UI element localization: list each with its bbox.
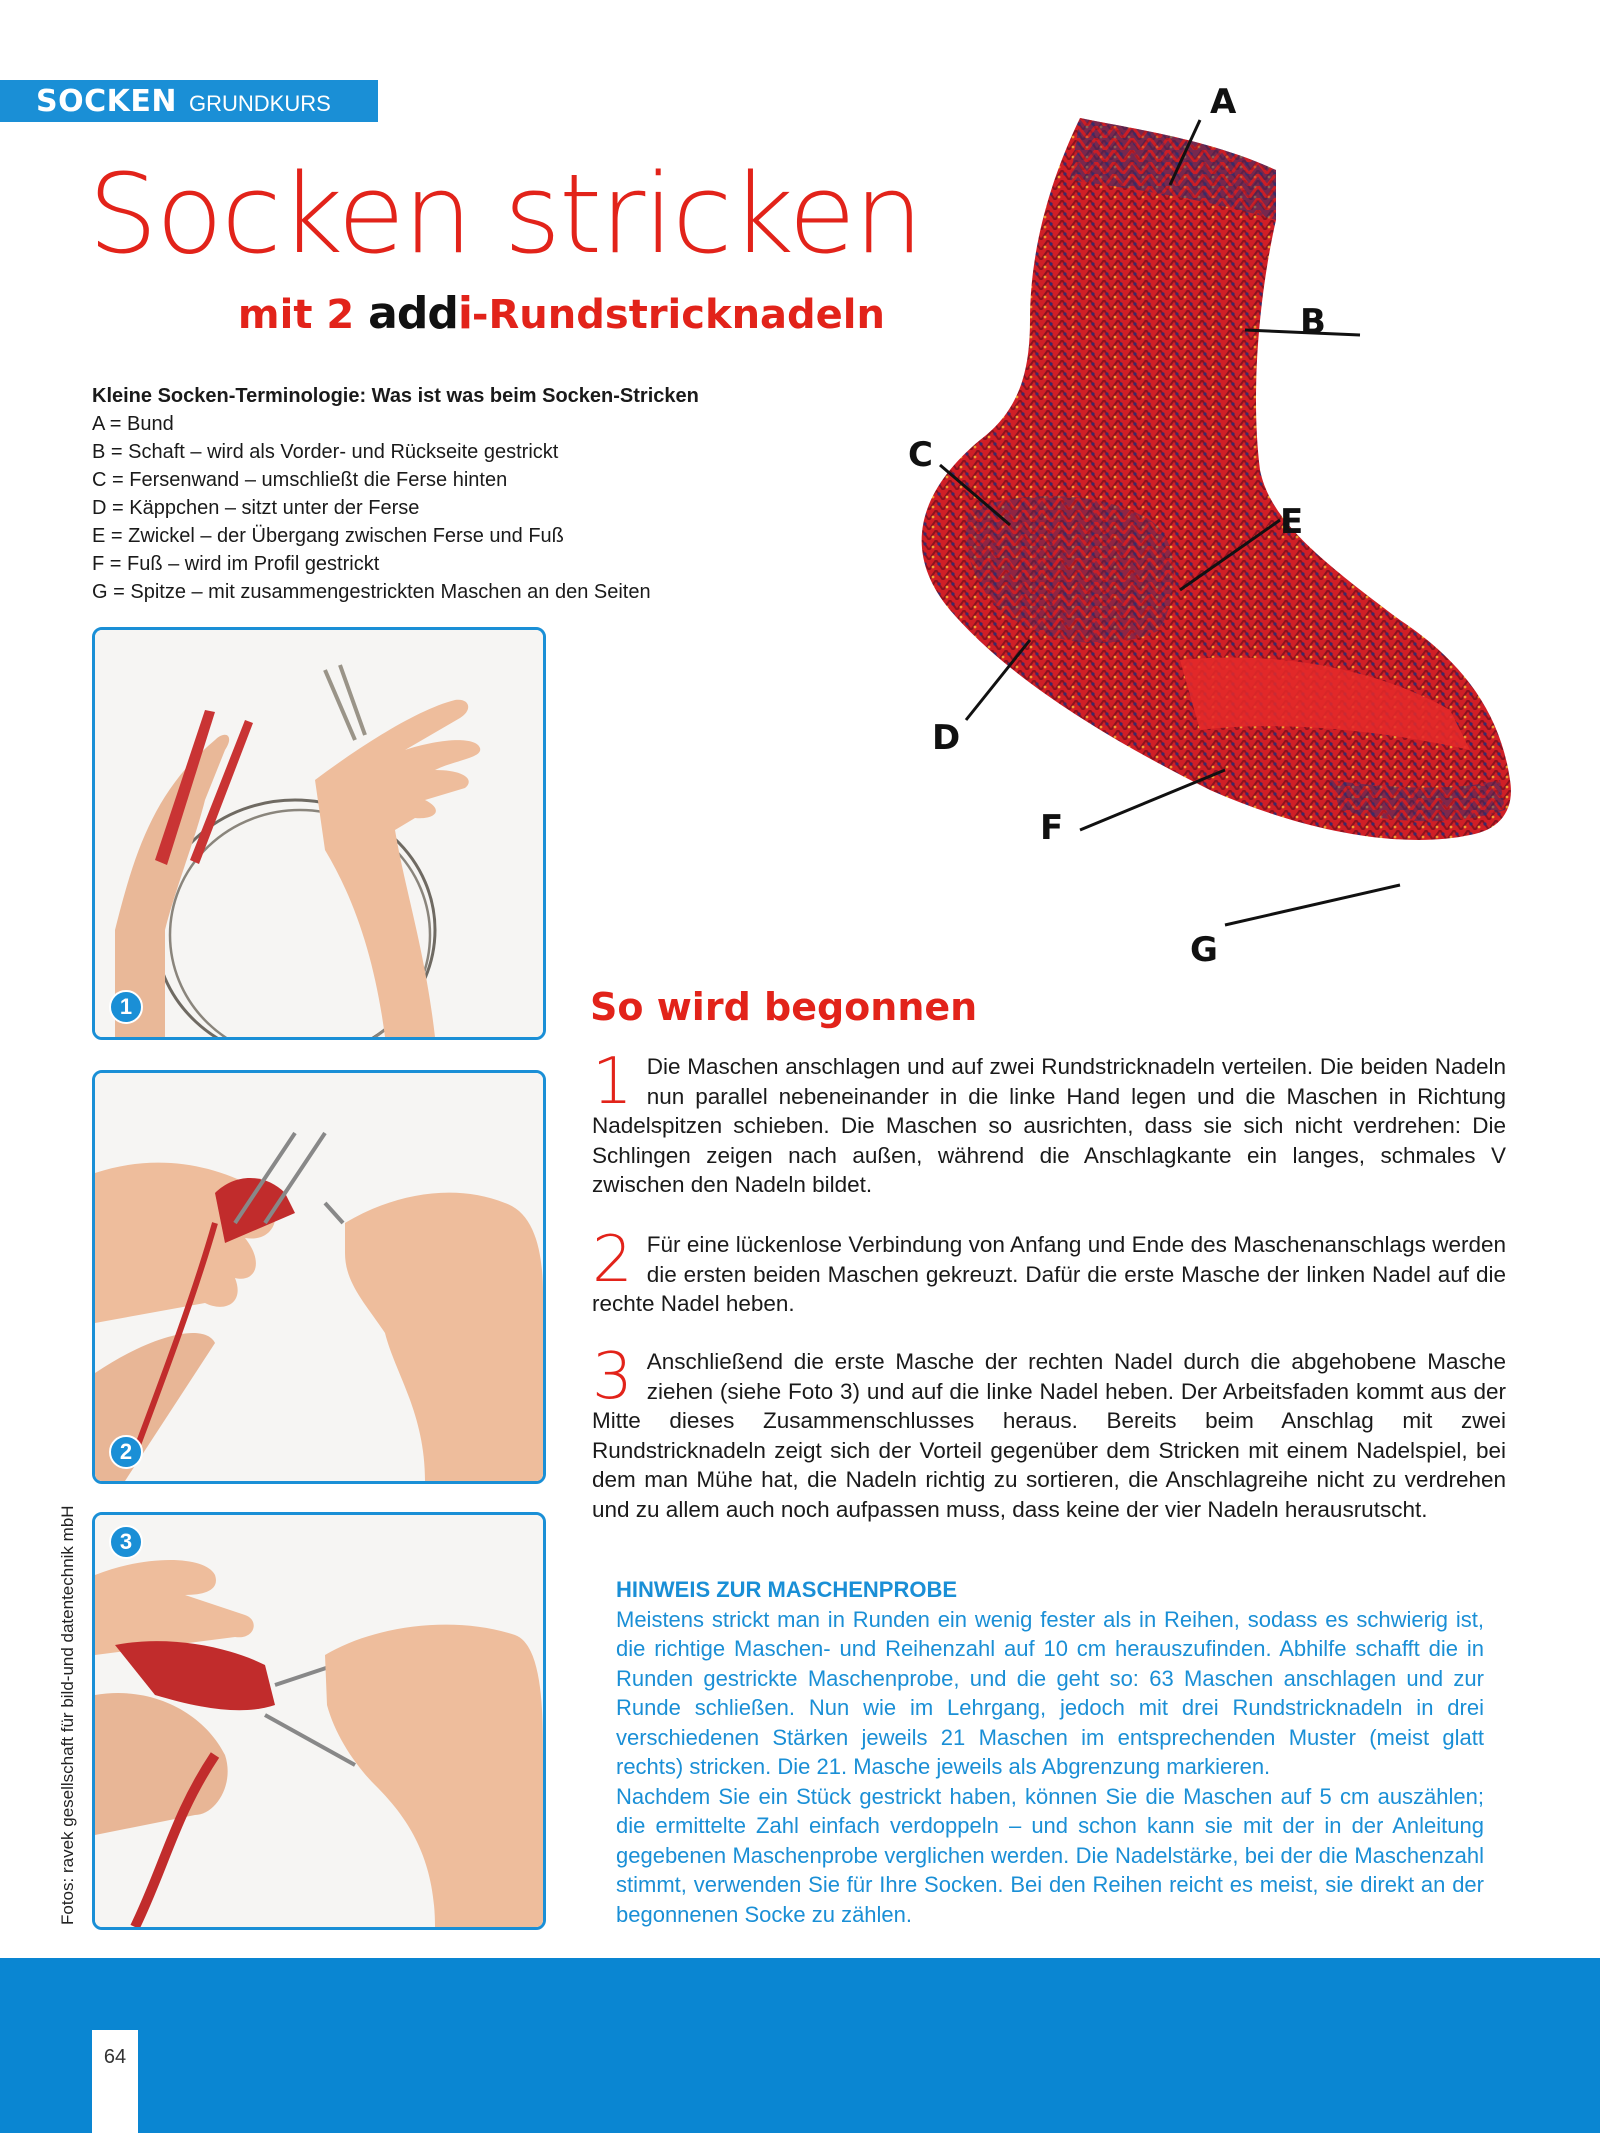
photo-1 [92,627,546,1040]
terminology-item: F = Fuß – wird im Profil gestrickt [92,553,380,575]
sock-label-g: G [1190,930,1218,970]
sock-diagram [880,82,1540,970]
sock-label-b: B [1300,302,1326,342]
photo-1-image [95,630,543,1037]
page-title: Socken stricken [88,150,922,278]
terminology-item: E = Zwickel – der Übergang zwischen Ferse und Fuß [92,525,564,547]
step-number: 2 [592,1223,633,1297]
step-number: 1 [592,1045,633,1119]
sock-label-e: E [1280,502,1304,542]
terminology-item: A = Bund [92,413,174,435]
photo-2 [92,1070,546,1484]
photo-badge-1: 1 [109,990,143,1024]
hint-box [616,1575,1484,1929]
step-3 [592,1340,1506,1524]
page-number: 64 [92,2030,138,2133]
photo-credit: Fotos: ravek gesellschaft für bild-und datentechnik mbH [58,1505,77,1925]
step-text: Für eine lückenlose Verbindung von Anfang und Ende des Maschenanschlags werden die ersten beiden Maschen gekreuzt. Dafür die erste Masche der linken Nadel auf die rechte Nadel heben. [592,1232,1506,1316]
photo-3 [92,1512,546,1930]
step-text: Die Maschen anschlagen und auf zwei Rundstricknadeln verteilen. Die beiden Nadeln nun parallel nebeneinander in die linke Hand legen und die Maschen in Richtung Nadelspitzen schieben. Die Maschen so ausrichten, dass sie sich nicht verdrehen: Die Schlingen zeigen nach außen, während die Anschlagkante ein langes, schmales V zwischen den Nadeln bildet. [592,1054,1506,1197]
terminology-item: G = Spitze – mit zusammengestrickten Maschen an den Seiten [92,581,651,603]
section-tag-sub: GRUNDKURS [188,91,331,116]
terminology-item: B = Schaft – wird als Vorder- und Rückseite gestrickt [92,441,559,463]
sock-label-c: C [908,435,933,475]
subtitle-post: -Rundstricknadeln [471,292,885,338]
brand-logo-part1: add [368,288,458,339]
section-tag-main: SOCKEN [36,83,177,119]
photo-badge-2: 2 [109,1435,143,1469]
page-subtitle [238,288,885,339]
step-text: Anschließend die erste Masche der rechten Nadel durch die abgehobene Masche ziehen (siehe Foto 3) und auf die linke Nadel heben. Der Arbeitsfaden kommt aus der Mitte dieses Zusammenschlusses heraus. Bereits beim Anschlag mit zwei Rundstricknadeln zeigt sich der Vorteil gegenüber dem Stricken mit einem Nadelspiel, bei dem man Mühe hat, die Nadeln richtig zu sortieren, die Anschlagreihe nicht zu verdrehen und zu allem auch noch aufpassen muss, dass keine der vier Nadeln herausrutscht. [592,1349,1506,1522]
brand-logo [368,288,472,339]
terminology-heading: Kleine Socken-Terminologie: Was ist was beim Socken-Stricken [92,385,699,407]
photo-2-image [95,1073,543,1481]
footer-band [0,1958,1600,2133]
sock-label-d: D [932,718,961,758]
sock-illustration [880,90,1540,970]
hint-title: HINWEIS ZUR MASCHENPROBE [616,1577,958,1602]
terminology-item: D = Käppchen – sitzt unter der Ferse [92,497,420,519]
hint-paragraph-2: Nachdem Sie ein Stück gestrickt haben, können Sie die Maschen auf 5 cm auszählen; die ermittelte Zahl einfach verdoppeln – und schon kann sie mit der in der Anleitung gegebenen Maschenprobe verglichen werden. Die Nadelstärke, bei der die Maschenzahl stimmt, verwenden Sie für Ihre Socken. Bei den Reihen reicht es meist, sie direkt an der begonnenen Socke zu zählen. [616,1783,1484,1927]
section-tag [0,80,378,122]
subtitle-pre: mit 2 [237,292,369,338]
terminology-box [92,382,812,606]
sock-label-f: F [1040,808,1064,848]
step-1 [592,1045,1506,1200]
brand-logo-part2: i [457,288,472,339]
terminology-item: C = Fersenwand – umschließt die Ferse hinten [92,469,508,491]
photo-badge-3: 3 [109,1525,143,1559]
photo-3-image [95,1515,543,1927]
sock-label-a: A [1210,82,1237,122]
hint-paragraph-1: Meistens strickt man in Runden ein wenig fester als in Reihen, sodass es schwierig ist, die richtige Maschen- und Reihenzahl auf 10 cm herauszufinden. Abhilfe schafft die in Runden gestrickte Maschenprobe, und die geht so: 63 Maschen anschlagen und zur Runde schließen. Nun wie im Lehrgang, jedoch mit drei Rundstricknadeln in drei verschiedenen Stärken jeweils 21 Maschen im entsprechenden Muster (meist glatt rechts) stricken. Die 21. Masche jeweils als Abgrenzung markieren. [616,1606,1484,1779]
section-heading: So wird begonnen [590,985,978,1029]
step-2 [592,1223,1506,1319]
step-number: 3 [592,1340,633,1414]
